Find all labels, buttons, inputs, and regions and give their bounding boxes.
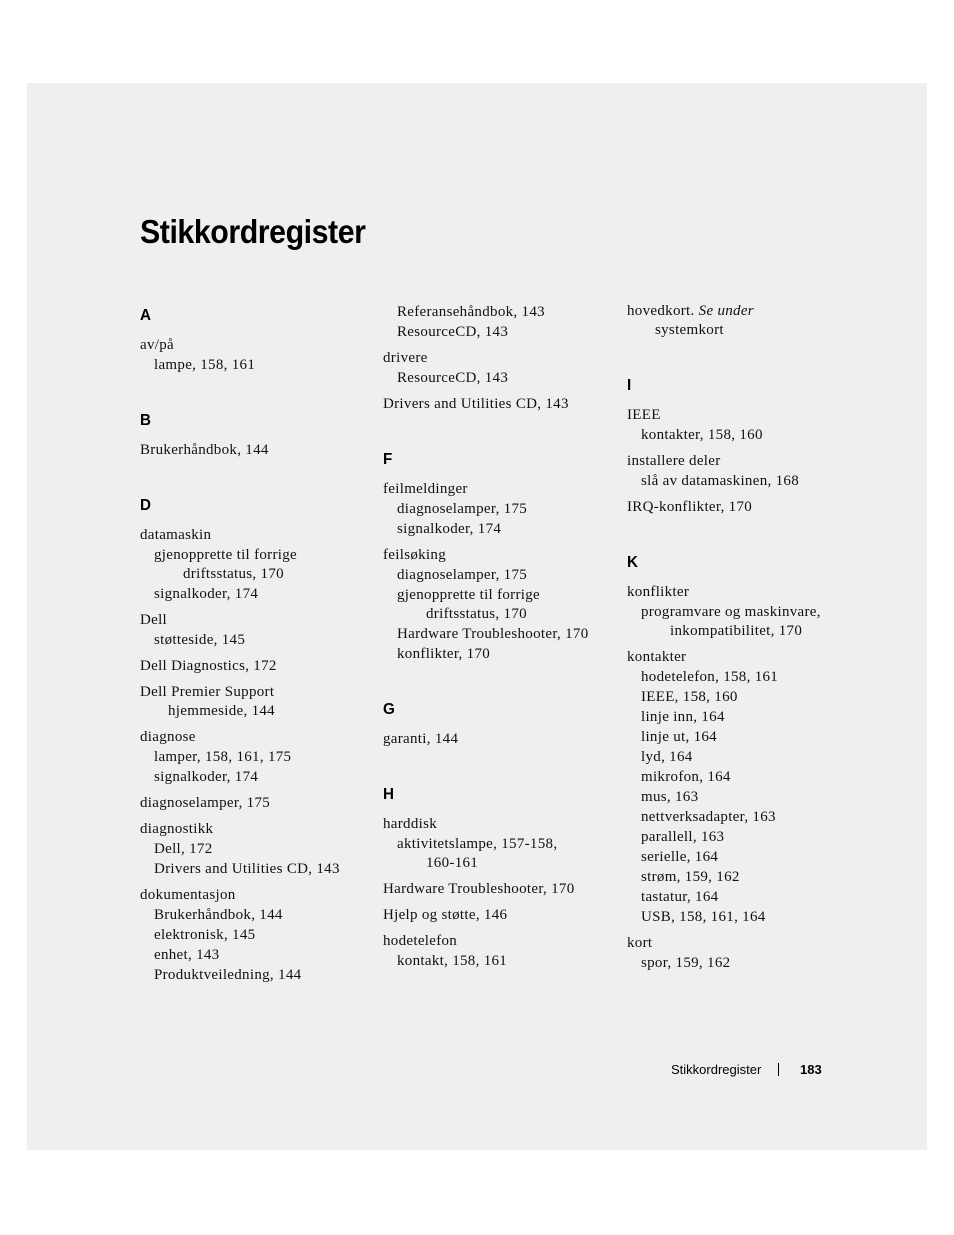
index-subentry: lampe, 158, 161	[154, 357, 256, 373]
index-subentry: serielle, 164	[641, 849, 719, 865]
index-section-b	[140, 411, 370, 460]
index-subentry	[383, 586, 613, 624]
index-entry	[140, 611, 370, 650]
index-entry	[140, 526, 370, 604]
index-term: IEEE	[627, 407, 661, 423]
index-subentry: lyd, 164	[641, 749, 693, 765]
index-entry	[383, 932, 613, 971]
page-number: 183	[800, 1062, 822, 1077]
index-entry	[140, 336, 370, 375]
index-term: drivere	[383, 350, 428, 366]
term-text: hovedkort.	[627, 303, 695, 319]
index-subentry: Dell, 172	[154, 841, 213, 857]
index-entry-group	[627, 302, 857, 340]
index-entry	[627, 934, 857, 973]
term-text: Dell Premier Support	[140, 684, 275, 700]
index-term: Drivers and Utilities CD, 143	[383, 396, 569, 412]
index-subentry: ResourceCD, 143	[397, 324, 509, 340]
subentry-text: gjenopprette til forrige	[397, 587, 540, 603]
index-term: kort	[627, 935, 653, 951]
index-term: diagnoselamper, 175	[140, 795, 271, 811]
index-entry	[383, 906, 613, 925]
index-term: Hardware Troubleshooter, 170	[383, 881, 575, 897]
subentry-continuation: 160-161	[426, 855, 479, 871]
index-subentry: Brukerhåndbok, 144	[154, 907, 283, 923]
index-subentry: kontakter, 158, 160	[641, 427, 763, 443]
index-subentry: Hardware Troubleshooter, 170	[397, 626, 589, 642]
index-subentry: kontakt, 158, 161	[397, 953, 508, 969]
index-entry	[140, 820, 370, 879]
index-column-1	[140, 302, 370, 1021]
index-subentry: signalkoder, 174	[154, 769, 259, 785]
index-section-a	[140, 306, 370, 375]
index-subentry: slå av datamaskinen, 168	[641, 473, 799, 489]
index-subentry: parallell, 163	[641, 829, 725, 845]
index-subentry	[627, 603, 857, 641]
index-term: Dell Diagnostics, 172	[140, 658, 277, 674]
index-column-3	[627, 302, 857, 1009]
index-subentry: tastatur, 164	[641, 889, 719, 905]
subentry-text: aktivitetslampe, 157-158,	[397, 836, 558, 852]
index-entry	[627, 302, 857, 340]
index-term: feilmeldinger	[383, 481, 468, 497]
index-term: IRQ-konflikter, 170	[627, 499, 753, 515]
index-section-g	[383, 700, 613, 749]
index-term: installere deler	[627, 453, 721, 469]
index-subentry: støtteside, 145	[154, 632, 246, 648]
index-subentry: USB, 158, 161, 164	[641, 909, 766, 925]
section-letter: A	[140, 307, 151, 324]
index-entry	[140, 728, 370, 787]
index-term: Brukerhåndbok, 144	[140, 442, 269, 458]
index-term	[140, 683, 370, 721]
index-subentry: diagnoselamper, 175	[397, 501, 528, 517]
index-term: feilsøking	[383, 547, 446, 563]
index-entry	[383, 349, 613, 388]
index-subentry: spor, 159, 162	[641, 955, 731, 971]
index-entry	[383, 730, 613, 749]
index-term	[627, 302, 857, 340]
index-term: diagnose	[140, 729, 196, 745]
index-subentry: signalkoder, 174	[154, 586, 259, 602]
footer-section-title: Stikkordregister	[671, 1062, 762, 1077]
index-entry-group	[383, 395, 613, 414]
index-entry	[383, 546, 613, 664]
index-subentry: IEEE, 158, 160	[641, 689, 738, 705]
index-term: kontakter	[627, 649, 687, 665]
term-continuation: hjemmeside, 144	[168, 703, 275, 719]
section-letter: G	[383, 701, 395, 718]
index-subentry: hodetelefon, 158, 161	[641, 669, 779, 685]
index-term: Hjelp og støtte, 146	[383, 907, 508, 923]
index-subentry: nettverksadapter, 163	[641, 809, 776, 825]
index-entry	[627, 452, 857, 491]
page-title: Stikkordregister	[140, 213, 366, 250]
index-term: Dell	[140, 612, 168, 628]
index-section-d	[140, 496, 370, 985]
index-subentry: konflikter, 170	[397, 646, 491, 662]
index-subentry: Produktveiledning, 144	[154, 967, 302, 983]
index-subentry	[140, 546, 370, 584]
index-entry	[140, 886, 370, 985]
footer-divider	[778, 1063, 779, 1076]
index-entry-continued	[383, 303, 613, 342]
see-reference: Se under	[698, 303, 754, 319]
index-subentry: ResourceCD, 143	[397, 370, 509, 386]
index-entry	[140, 794, 370, 813]
index-term: av/på	[140, 337, 174, 353]
index-section-i	[627, 376, 857, 517]
index-entry	[383, 880, 613, 899]
index-subentry: Drivers and Utilities CD, 143	[154, 861, 340, 877]
index-term: datamaskin	[140, 527, 212, 543]
subentry-text: programvare og maskinvare,	[641, 604, 821, 620]
subentry-continuation: driftsstatus, 170	[426, 606, 527, 622]
index-entry	[627, 648, 857, 927]
term-continuation: systemkort	[655, 322, 724, 338]
index-entry	[140, 441, 370, 460]
subentry-continuation: driftsstatus, 170	[183, 566, 284, 582]
index-entry	[140, 683, 370, 721]
index-subentry: elektronisk, 145	[154, 927, 256, 943]
index-subentry: lamper, 158, 161, 175	[154, 749, 292, 765]
index-entry	[383, 395, 613, 414]
index-subentry: linje inn, 164	[641, 709, 725, 725]
index-section-f	[383, 450, 613, 664]
index-column-2	[383, 302, 613, 1007]
subentry-continuation: inkompatibilitet, 170	[670, 623, 803, 639]
index-section-h	[383, 785, 613, 971]
index-entry	[627, 406, 857, 445]
index-subentry: linje ut, 164	[641, 729, 717, 745]
index-subentry: signalkoder, 174	[397, 521, 502, 537]
section-letter: D	[140, 497, 151, 514]
section-letter: I	[627, 377, 632, 394]
index-entry	[383, 815, 613, 873]
index-subentry: Referansehåndbok, 143	[397, 304, 545, 320]
index-entry	[383, 480, 613, 539]
index-term: dokumentasjon	[140, 887, 236, 903]
index-subentry	[383, 835, 613, 873]
section-letter: F	[383, 451, 393, 468]
subentry-text: gjenopprette til forrige	[154, 547, 297, 563]
index-term: harddisk	[383, 816, 438, 832]
index-term: konflikter	[627, 584, 690, 600]
index-term: garanti, 144	[383, 731, 459, 747]
index-entry	[140, 657, 370, 676]
section-letter: H	[383, 786, 394, 803]
index-term: diagnostikk	[140, 821, 214, 837]
index-entry	[627, 583, 857, 641]
index-subentry: diagnoselamper, 175	[397, 567, 528, 583]
index-section-k	[627, 553, 857, 973]
index-subentry: mikrofon, 164	[641, 769, 731, 785]
index-subentry: enhet, 143	[154, 947, 220, 963]
index-term: hodetelefon	[383, 933, 458, 949]
section-letter: K	[627, 554, 638, 571]
section-letter: B	[140, 412, 151, 429]
index-subentry: mus, 163	[641, 789, 699, 805]
index-subentry: strøm, 159, 162	[641, 869, 740, 885]
index-entry	[627, 498, 857, 517]
